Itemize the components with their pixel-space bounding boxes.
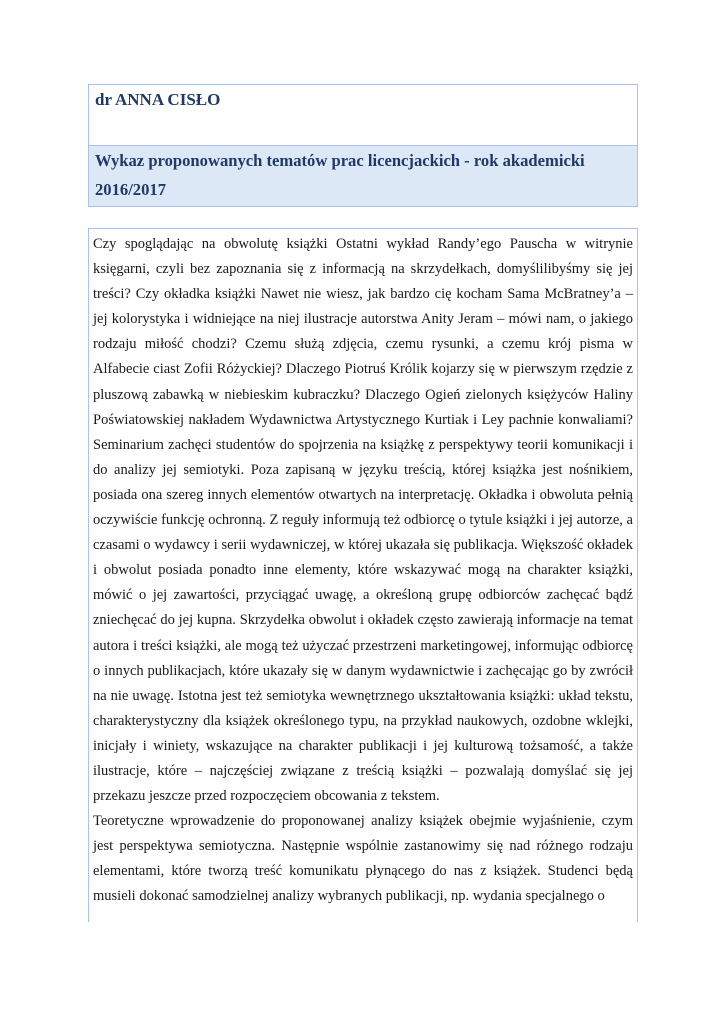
author-cell bbox=[89, 85, 637, 146]
description-box bbox=[88, 228, 638, 922]
title-cell bbox=[89, 146, 637, 206]
header-table bbox=[88, 84, 638, 207]
author-name: dr ANNA CISŁO bbox=[95, 90, 221, 109]
paragraph-1: Czy spoglądając na obwolutę książki Ostatni wykład Randy’ego Pauscha w witrynie księgarni, czyli bez zapoznania się z informacją na skrzydełkach, domyślilibyśmy się jej treści? Czy okładka książki Nawet nie wiesz, jak bardzo cię kocham Sama McBratney’a – jej kolorystyka i widniejące na niej ilustracje autorstwa Anity Jeram – mówi nam, o jakiego rodzaju miłość chodzi? Czemu służą zdjęcia, czemu rysunki, a czemu krój pisma w Alfabecie ciast Zofii Różyckiej? Dlaczego Piotruś Królik kojarzy się w pierwszym rzędzie z pluszową zabawką w niebieskim kubraczku? Dlaczego Ogień zielonych księżyców Haliny Poświatowskiej nakładem Wydawnictwa Artystycznego Kurtiak i Ley pachnie konwaliami? Seminarium zachęci studentów do spojrzenia na książkę z perspektywy teorii komunikacji i do analizy jej semiotyki. Poza zapisaną w języku treścią, której książka jest nośnikiem, posiada ona szereg innych elementów otwartych na interpretację. Okładka i obwoluta pełnią oczywiście funkcję ochronną. Z reguły informują też odbiorcę o tytule książki i jej autorze, a czasami o wydawcy i serii wydawniczej, w której ukazała się publikacja. Większość okładek i obwolut posiada ponadto inne elementy, które wskazywać mogą na charakter książki, mówić o jej zawartości, przyciągać uwagę, a określoną grupę odbiorców zachęcać bądź zniechęcać do jej kupna. Skrzydełka obwolut i okładek często zawierają informacje na temat autora i treści książki, ale mogą też użyczać przestrzeni marketingowej, informując odbiorcę o innych publikacjach, które ukazały się w danym wydawnictwie i zachęcając go by zwrócił na nie uwagę. Istotna jest też semiotyka wewnętrznego ukształtowania książki: układ tekstu, charakterystyczny dla książek określonego typu, na przykład naukowych, ozdobne wklejki, inicjały i winiety, wskazujące na charakter publikacji i jej kulturową tożsamość, a także ilustracje, które – najczęściej związane z treścią książki – pozwalają domyślać się jej przekazu jeszcze przed rozpoczęciem obcowania z tekstem. bbox=[93, 236, 633, 805]
paragraph-2: Teoretyczne wprowadzenie do proponowanej analizy książek obejmie wyjaśnienie, czym jest perspektywa semiotyczna. Następnie wspólnie zastanowimy się nad różnego rodzaju elementami, które tworzą treść komunikatu płynącego do nas z książek. Studenci będą musieli dokonać samodzielnej analizy wybranych publikacji, np. wydania specjalnego o bbox=[93, 813, 633, 905]
document-title: Wykaz proponowanych tematów prac licencjackich - rok akademicki 2016/2017 bbox=[95, 151, 585, 199]
